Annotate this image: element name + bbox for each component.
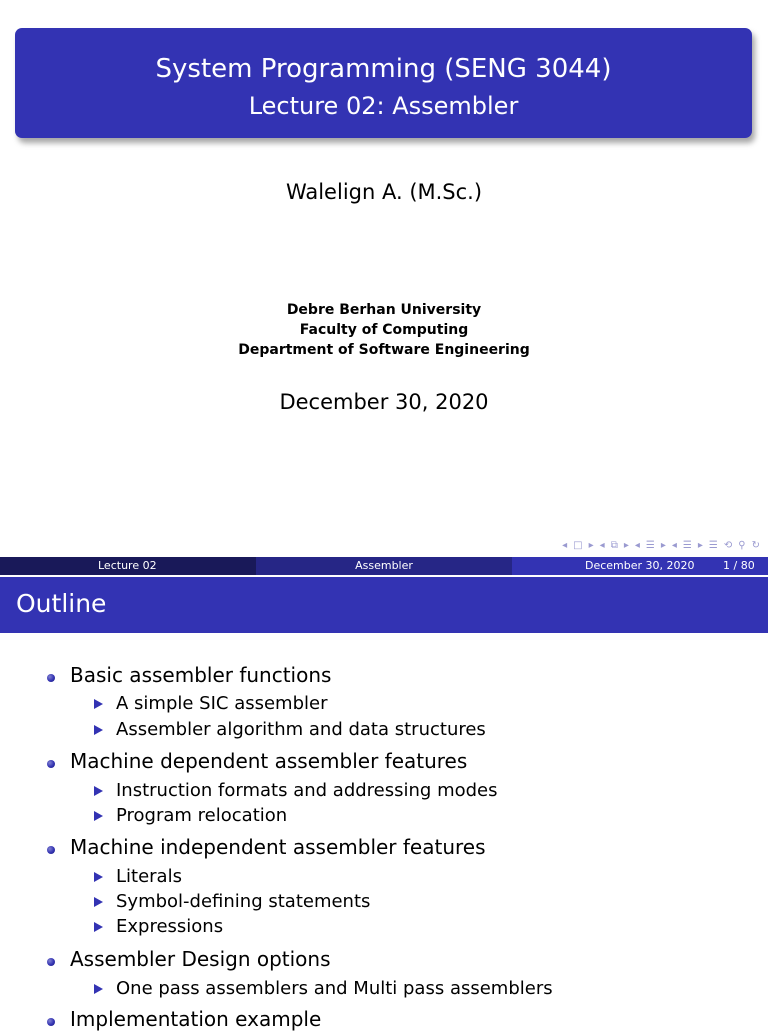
triangle-bullet-icon: [94, 872, 103, 882]
slide-footer: [0, 557, 768, 575]
institution-line: Department of Software Engineering: [238, 342, 530, 358]
nav-next-frame-icon[interactable]: ▸: [588, 539, 594, 551]
bullet-icon: [47, 958, 55, 966]
presentation-subtitle: Lecture 02: Assembler: [248, 92, 519, 120]
triangle-bullet-icon: [94, 897, 103, 907]
footer-page-number: 1 / 80: [723, 559, 755, 572]
outline-item-label: Implementation example: [70, 1007, 322, 1031]
nav-frame-icon[interactable]: □: [573, 539, 583, 551]
bullet-icon: [47, 846, 55, 854]
footer-date: December 30, 2020: [585, 559, 695, 572]
outline-subitem-label: Assembler algorithm and data structures: [116, 719, 486, 740]
outline-subitem-label: One pass assemblers and Multi pass assemblers: [116, 978, 553, 999]
outline-subitem-label: Symbol-defining statements: [116, 891, 371, 912]
outline-subitem-label: Literals: [116, 866, 182, 887]
institution: [0, 300, 768, 360]
footer-left: [0, 557, 256, 575]
outline-subitem-label: Program relocation: [116, 805, 288, 826]
nav-back-icon[interactable]: ↻: [751, 539, 760, 551]
presentation-date: December 30, 2020: [279, 390, 489, 414]
triangle-bullet-icon: [94, 699, 103, 709]
nav-search-icon[interactable]: ⟲: [723, 539, 733, 551]
triangle-bullet-icon: [94, 725, 103, 735]
outline-item-label: Assembler Design options: [70, 947, 331, 971]
footer-right: [512, 557, 768, 575]
nav-next-section-icon[interactable]: ▸: [660, 539, 666, 551]
frame-title-bar: [0, 577, 768, 633]
bullet-icon: [47, 760, 55, 768]
nav-section-icon[interactable]: ☰: [645, 539, 655, 551]
bullet-icon: [47, 1018, 55, 1026]
nav-outline-icon[interactable]: ☰: [708, 539, 718, 551]
bullet-icon: [47, 674, 55, 682]
presentation-title: System Programming (SENG 3044): [155, 54, 612, 84]
institution-line: Debre Berhan University: [286, 302, 482, 318]
institution-line: Faculty of Computing: [299, 322, 469, 338]
nav-prev-subsection-icon[interactable]: ◂: [599, 539, 605, 551]
outline-subitem-label: Instruction formats and addressing modes: [116, 780, 498, 801]
outline-subitem-label: A simple SIC assembler: [116, 693, 328, 714]
outline-item-label: Machine dependent assembler features: [70, 749, 468, 773]
beamer-navigation: [562, 538, 760, 552]
footer-section: Assembler: [256, 557, 512, 575]
nav-next-doc-icon[interactable]: ▸: [697, 539, 703, 551]
triangle-bullet-icon: [94, 922, 103, 932]
footer-short-title: Lecture 02: [98, 559, 157, 572]
nav-prev-section-icon[interactable]: ◂: [634, 539, 640, 551]
triangle-bullet-icon: [94, 811, 103, 821]
outline-item-label: Basic assembler functions: [70, 663, 332, 687]
outline-item-label: Machine independent assembler features: [70, 835, 486, 859]
title-box: [15, 28, 752, 138]
author: Walelign A. (M.Sc.): [285, 180, 483, 204]
triangle-bullet-icon: [94, 786, 103, 796]
frame-title: Outline: [16, 589, 107, 618]
nav-subsection-icon[interactable]: ⧉: [610, 539, 618, 551]
nav-next-subsection-icon[interactable]: ▸: [623, 539, 629, 551]
triangle-bullet-icon: [94, 984, 103, 994]
nav-doc-icon[interactable]: ☰: [682, 539, 692, 551]
nav-prev-frame-icon[interactable]: ◂: [562, 539, 568, 551]
outline-subitem-label: Expressions: [116, 916, 224, 937]
nav-zoom-icon[interactable]: ⚲: [738, 539, 746, 551]
nav-prev-doc-icon[interactable]: ◂: [671, 539, 677, 551]
